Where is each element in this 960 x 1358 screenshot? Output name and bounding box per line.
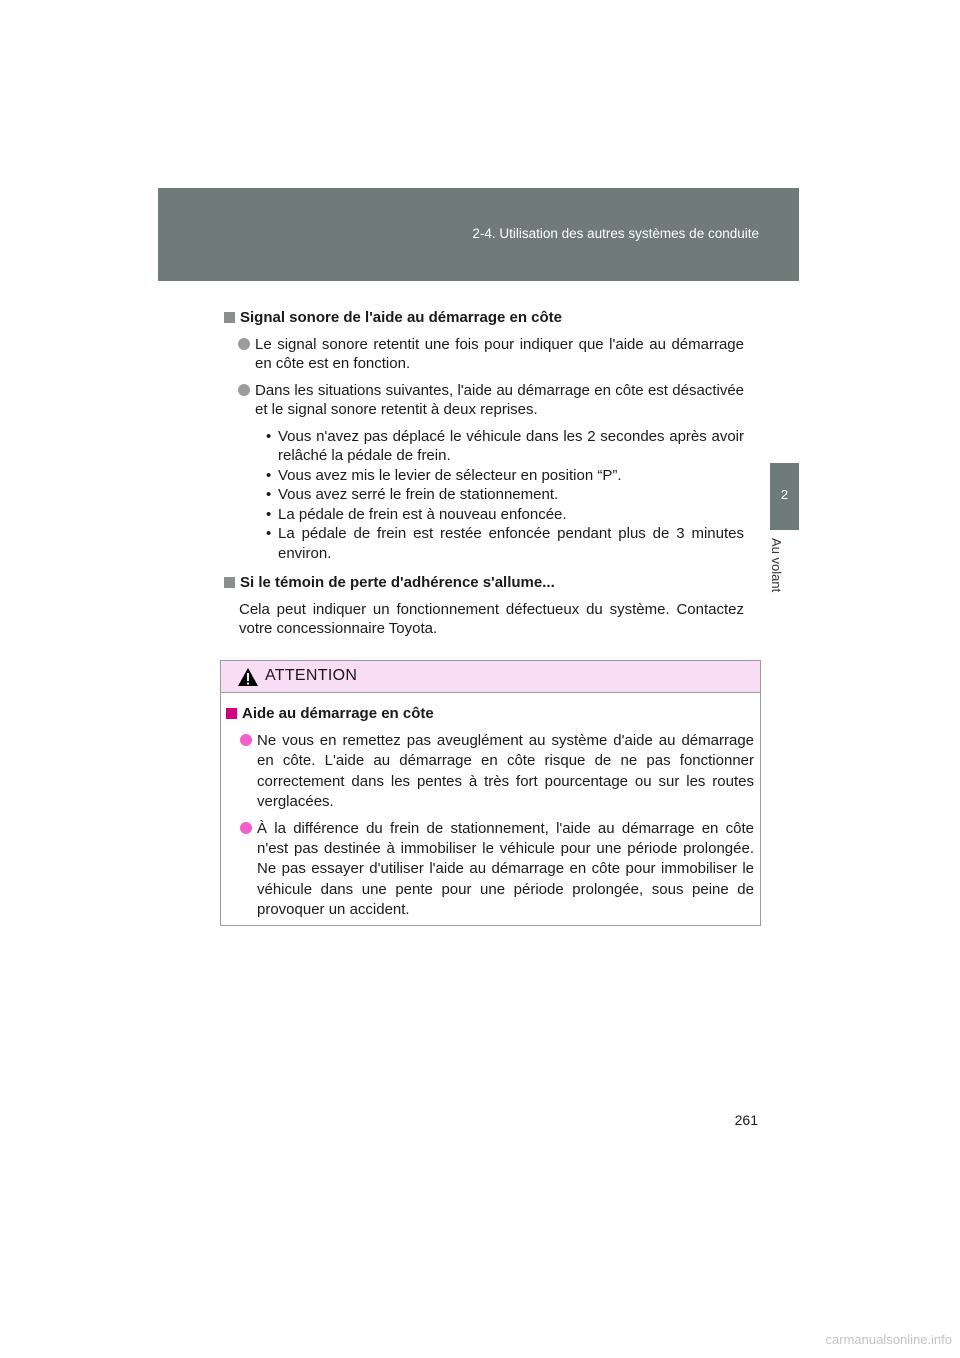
page-number: 261 bbox=[734, 1112, 758, 1128]
circle-bullet-icon bbox=[240, 822, 252, 834]
sub-bullet-item bbox=[266, 466, 744, 486]
section-heading-text: Si le témoin de perte d'adhérence s'allume... bbox=[240, 574, 555, 591]
warning-item bbox=[226, 731, 754, 812]
watermark: carmanualsonline.info bbox=[825, 1332, 952, 1347]
dot-bullet-icon: • bbox=[266, 486, 272, 503]
sub-bullet-item bbox=[266, 505, 744, 525]
dot-bullet-icon: • bbox=[266, 466, 272, 484]
warning-title: ATTENTION bbox=[265, 667, 358, 684]
warning-item-text: À la différence du frein de stationnement, l'aide au démarrage en côte n'est pas destinée à immobiliser le véhicule pour une période prolongée. Ne pas essayer d'utiliser l'aide au démarrage en côte pour immobiliser le véhicule dans une pente pour une période prolongée, sous peine de provoquer un accident. bbox=[257, 820, 754, 918]
dot-bullet-icon: • bbox=[266, 505, 272, 523]
main-content bbox=[224, 308, 744, 639]
chapter-label: Au volant bbox=[769, 538, 784, 593]
sub-bullet-item bbox=[266, 427, 744, 466]
warning-body bbox=[226, 704, 754, 927]
chapter-header-band bbox=[158, 188, 799, 281]
warning-item-text: Ne vous en remettez pas aveuglément au système d'aide au démarrage en côte. L'aide au démarrage en côte risque de ne pas fonctionner correctement dans les pentes à très fort pourcentage ou sur les routes verglacées. bbox=[257, 732, 754, 810]
warning-header bbox=[221, 661, 760, 693]
section-heading-signal bbox=[224, 308, 744, 328]
chapter-side-tab bbox=[770, 463, 799, 530]
square-bullet-icon bbox=[224, 312, 235, 323]
section-title: 2-4. Utilisation des autres systèmes de conduite bbox=[472, 226, 759, 241]
warning-box bbox=[220, 660, 761, 926]
sub-bullet-text: Vous n'avez pas déplacé le véhicule dans les 2 secondes après avoir relâché la pédale de frein. bbox=[278, 427, 744, 464]
list-item bbox=[224, 335, 744, 374]
sub-bullet-item bbox=[266, 524, 744, 563]
sub-bullet-item bbox=[266, 485, 744, 505]
sub-bullet-text: Vous avez serré le frein de stationnement. bbox=[278, 486, 559, 503]
square-bullet-icon bbox=[224, 577, 235, 588]
sub-bullet-text: La pédale de frein est à nouveau enfoncée. bbox=[278, 505, 567, 523]
circle-bullet-icon bbox=[238, 384, 250, 396]
dot-bullet-icon: • bbox=[266, 525, 272, 542]
sub-bullet-list bbox=[224, 427, 744, 564]
section-heading-text: Signal sonore de l'aide au démarrage en côte bbox=[240, 309, 563, 326]
dot-bullet-icon: • bbox=[266, 427, 272, 445]
circle-bullet-icon bbox=[238, 338, 250, 350]
warning-item bbox=[226, 819, 754, 920]
list-item-text: Le signal sonore retentit une fois pour indiquer que l'aide au démarrage en côte est en fonction. bbox=[255, 335, 744, 372]
section-paragraph: Cela peut indiquer un fonctionnement défectueux du système. Contactez votre concessionnaire Toyota. bbox=[239, 600, 744, 637]
list-item-text: Dans les situations suivantes, l'aide au démarrage en côte est désactivée et le signal sonore retentit à deux reprises. bbox=[255, 381, 744, 418]
sub-bullet-text: Vous avez mis le levier de sélecteur en position “P”. bbox=[278, 466, 622, 484]
warning-triangle-icon bbox=[237, 667, 259, 687]
warning-heading-text: Aide au démarrage en côte bbox=[242, 705, 434, 722]
section-heading-traction bbox=[224, 573, 744, 593]
chapter-number: 2 bbox=[780, 487, 789, 502]
sub-bullet-text: La pédale de frein est restée enfoncée pendant plus de 3 minutes environ. bbox=[278, 525, 744, 562]
list-item bbox=[224, 381, 744, 420]
circle-bullet-icon bbox=[240, 734, 252, 746]
square-bullet-icon bbox=[226, 708, 237, 719]
warning-heading bbox=[226, 704, 754, 724]
